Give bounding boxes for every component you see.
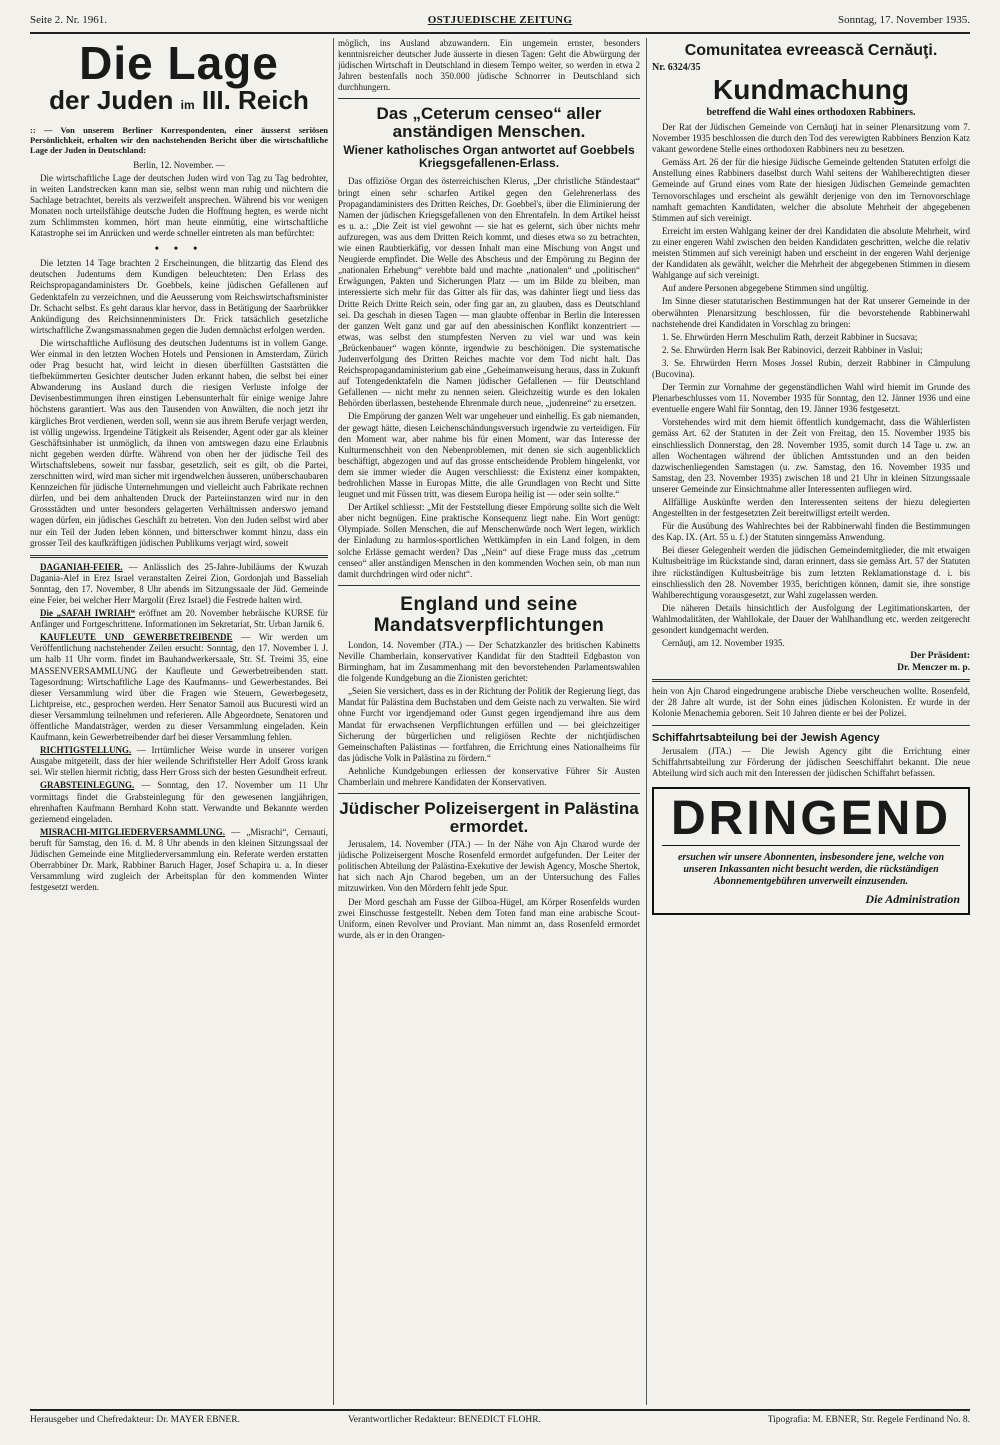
paragraph: möglich, ins Ausland abzuwandern. Ein ungemein ernster, besonders kenntnisreicher deutscher Jude äusserte in diesen Tagen: Geht die Abwürgung der jüdischen Wirtschaft in Deutschland in diesem Tempo weiter, so werden in etwa 2 Jahren bestenfalls noch 350.000 jüdische Schnorrer in Deutschland sich durchhungern.	[338, 38, 640, 93]
paragraph: Das offiziöse Organ des österreichischen Klerus, „Der christliche Ständestaat“ bringt einen sehr scharfen Artikel gegen den Gelehrenerlass des Propagandaministers des Dritten Reiches, Dr. Goebbel's, über die Eliminierung der Namen der jüdischen Kriegsgefallenen von den Ehrentafeln. In dem Artikel heisst es u. a.: „Die Zeit ist viel gewohnt — sie hat es gelernt, sich über nichts mehr aufzuregen, was aus dem Dritten Reich kommt, und dieses etwa so zu betrachten, wie einen Raubtierkäfig, vor dessen Inhalt man eine Mischung von Angst und Neugierde empfindet. Die Welle des Abscheus und der Empörung zu Beginn der „nationalen Erhebung“ verebbte bald und machte „nationalen“ und „politischen“ Erwägungen, Pakten und Sicherungen Platz — um im Bilde zu bleiben, man interessierte sich mehr für das Gitter als für das, was dahinter liegt und liess das Dritte Reich Dritte Reich sein, oder fing gar an, zu glauben, dass es Deutschland sei. Da geschah in diesen Tagen — man glaubte offenbar in Berlin die Interessen der ganzen Welt ganz und gar auf den abessinischen Konflikt konzentriert — etwas, was selbst den stumpfesten Nerven zu viel war und was kein „Brückenbauer“ wagen könnte, irgendwie zu beschönigen. Die systematische Judenverfolgung des Dritten Reiches machte vor dem Tod nicht halt. Das Reichspropagandaministerium gab eine „Geheimanweisung heraus, dass in Zukunft auf Totengedenktafeln die Namen jüdischer Gefallenen — für Deutschland Gefallenen — nicht mehr zu nennen seien. Gleichzeitig wurde es den lokalen Behörden überlassen, bestehende Ehrenmale durch neue, „judenreine“ zu ersetzen.	[338, 176, 640, 409]
paragraph: Die wirtschaftliche Auflösung des deutschen Judentums ist in vollem Gange. Wer einmal in den letzten Wochen Hotels und Pensionen in Amsterdam, Zürich oder Prag besucht hat, wird leicht in diesen überfüllten Gaststätten die tiefbekümmerten Gesichter deutscher Juden erkannt haben, die selbst bei einer Abwanderung ins Ausland durch die riesigen Verluste infolge der Devisenbestimmungen ihren einstigen Lebensunterhalt für einige wenige Jahre höchstens garantiert. Was aus den Tausenden von Anwälten, die noch jetzt ihr kärgliches Brot verdienen, werden soll, wenn sie aus ihrem Berufe verjagt werden, ist völlig ungewiss. Irgendeine Tätigkeit als Reisender, Agent oder gar als kleiner Geschäftsinhaber ist unmöglich, da ihnen von amtswegen dazu eine Erlaubnis nicht gegeben werden dürfte. Während von oben her der jüdische Teil des Wirtschaftslebens, soweit nur fassbar, gesetzlich, seit es gilt, ob die Partei, zerschnitten wird, wird man sicher mit irgendwelchen äusseren, unüberschaubaren Kennzeichen für jüdische Unternehmungen und vielleicht auch Fabrikate rechnen dürfen, und bei dem anhaltenden Druck der Parteiinstanzen wird nur in den Grossstädten und unter besonders gelagerten Verhältnissen anderswo jemand wagen dürfen, ein jüdisches Geschäft zu betreten. Von den Juden selbst wird aber nur ein Teil der Juden leben können, und bitterschwer kommt hinzu, dass ein grosser Teil des kaufkräftigen jüdischen Publikums verjagt wird, soweit	[30, 337, 328, 548]
headline-part: im	[180, 98, 195, 112]
divider	[30, 555, 328, 558]
ad-title: DRINGEND	[662, 793, 960, 846]
signature-title: Der Präsident:	[910, 651, 970, 662]
column-2	[338, 38, 640, 1405]
notice-text: eröffnet am 20. November hebräische KURSE für Anfänger und Fortgeschrittene. Informationen im Sekretariat, Str. Urban Jarnik 6.	[30, 608, 328, 630]
column-rule	[646, 38, 647, 1405]
paragraph: Der Termin zur Vornahme der gegenständlichen Wahl wird hiemit im Grunde des Plenarbeschlusses vom 11. November 1935 für Sonntag, den 12. Jänner 1936 und eine eventuelle engere Wahl für Sonntag, den 19. Jänner 1936 festgesetzt.	[652, 382, 970, 415]
paragraph: Allfällige Auskünfte werden den Interessenten seitens der hiezu delegierten Angestellten in der festgesetzten Zeit bereitwilligst erteilt werden.	[652, 497, 970, 519]
page-header	[30, 12, 970, 34]
paragraph: Erreicht im ersten Wahlgang keiner der drei Kandidaten die absolute Mehrheit, wird zu einer engeren Wahl zwischen den beiden Kandidaten geschritten, welche die relativ meisten Stimmen auf sich vereinigt haben und erscheint in der engeren Wahl derjenige der Kandidaten als gewählt, welcher die Mehrheit der abgegebenen Stimmen in diesem Wahlgange auf sich vereinigt.	[652, 225, 970, 281]
notice-head: Die „SAFAH IWRIAH“	[40, 608, 136, 619]
notice-text: — Irrtümlicher Weise wurde in unserer vorigen Ausgabe mitgeteilt, dass der hier weilende Schriftsteller Herr Adolf Gross krank sei. Wir stellen hiermit richtig, dass Herr Gross sich der besten Gesundheit erfreut.	[30, 745, 328, 778]
notice-text: — Wir werden um Veröffentlichung nachstehender Zeilen ersucht: Sonntag, den 17. November l. J. um halb 11 Uhr vorm. findet im Bauhandwerkersaale, Str. Sf. Treimi 35, eine MASSENVERSAMMLUNG der Kaufleute und Gewerbetreibenden statt. Tagesordnung: Wirtschaftliche Lage des Kaufmanns- und Gewerbestandes. Bei dieser Versammlung wird über die Fragen wie Steuern, Gewerbegesetz, Lichtpreise, etc., gesprochen werden. Herr Senator Samoil aus Bucuresti wird an dieser Versammlung teilnehmen und referieren. Alle Abgeordnete, Senatoren und öffentliche Mandatsträger, werden zu dieser Versammlung eingeladen. Kein Kaufmann, kein Gewerbetreibender darf bei dieser Versammlung fehlen.	[30, 632, 328, 743]
headline-ceterum-censeo: Das „Ceterum censeo“ aller anständigen Menschen.	[376, 104, 602, 142]
publisher: Herausgeber und Chefredakteur: Dr. MAYER EBNER.	[30, 1415, 240, 1425]
advertisement-box	[652, 787, 970, 915]
divider	[652, 679, 970, 682]
column-rule	[333, 38, 334, 1405]
paragraph: London, 14. November (JTA.) — Der Schatzkanzler des britischen Kabinetts Neville Chamberlain, konservativer Kandidat für den Stadtteil Edgbaston von Birmingham, hat im Zusammenhang mit den bevorstehenden Parlamentswahlen die folgende Kundgebung an die Zionisten gerichtet:	[338, 639, 640, 684]
page-number: Seite 2. Nr. 1961.	[30, 14, 107, 26]
notice-head: DAGANIAH-FEIER.	[40, 561, 123, 572]
paragraph: „Seien Sie versichert, dass es in der Richtung der Politik der Regierung liegt, das Mandat für Palästina dem Buchstaben und dem Geiste nach zu verwalten. Sie wird ohne Furcht vor irgendjemand oder Gunst gegen irgendjemand ihre aus dem Mandat für erwachsenen Verpflichtungen erfüllen und — bei gleichzeitiger Sicherung der bürgerlichen und religiösen Rechte der nichtjüdischen Gemeinschaften Palästinas — fortfahren, die Errichtung eines Nationalheims für das jüdische Volk in Palästina zu fördern.“	[338, 686, 640, 763]
notice-text: — „Misrachi“, Cernauti, beruft für Samstag, den 16. d. M. 8 Uhr abends in den kleinen Sitzungssaal der Jüdischen Gemeinde eine Mitgliederversammlung ein. Referate werden erstatten Oberrabbiner Dr. Mark, Rabbiner Baruch Hager, Josef Schapira u. a. In dieser Versammlung wird zugleich der Arbeitsplan für den kommenden Winter festgesetzt werden.	[30, 826, 328, 893]
ad-signature: Die Administration	[865, 891, 960, 906]
notice-text: — Anlässlich des 25-Jahre-Jubiläums der Kwuzah Dagania-Alef in Erez Israel veranstalten Zeirei Zion, Gordonjah und Basseliah Sonntag, den 17. November, 8 Uhr abends im Sitzungssaale der Jüd. Gemeinde eine Feier, bei welcher Herr Margolit (Erez Israel) die Festrede halten wird.	[30, 561, 328, 605]
paragraph: Aehnliche Kundgebungen erliessen der konservative Führer Sir Austen Chamberlain und mehrere Kandidaten der Konservativen.	[338, 765, 640, 787]
article-lead: :: — Von unserem Berliner Korrespondenten, einer äusserst seriösen Persönlichkeit, erhalten wir den nachstehenden Bericht über die wirtschaftliche Lage der Juden in Deutschland:	[30, 125, 328, 156]
editor: Verantwortlicher Redakteur: BENEDICT FLOHR.	[348, 1415, 541, 1425]
kundmachung-heading: Kundmachung	[713, 74, 909, 105]
place-date: Cernăuţi, am 12. November 1935.	[662, 638, 785, 649]
headline-die-lage: Die Lage	[79, 38, 279, 89]
kundmachung-subheading: betreffend die Wahl eines orthodoxen Rabbiners.	[706, 107, 916, 118]
paragraph: Die Empörung der ganzen Welt war ungeheuer und einhellig. Es gab niemanden, der gewagt hätte, diesen Leichenschändungsversuch irgendwie zu verteidigen. Für den Moment war, aber nahme bis für einen Moment, war das Interesse der Kulturmenschheit von den Nebenproblemen, mit denen sie sich augenblicklich beschäftigt, abgezogen und auf das grosse entscheidende Problem hingelenkt, vor dem sie immer wieder die Augen verschliesst: die Existenz einer kompakten, bedrohlichen Masse in Europas Mitte, die alle Grundlagen von Recht und Sitte leugnet und mit Füssen tritt, was diesem Europa heilig ist — oder sein sollte.“	[338, 411, 640, 500]
notice-dagania	[30, 562, 328, 606]
masthead: OSTJUEDISCHE ZEITUNG	[427, 14, 573, 26]
headline-part: III. Reich	[201, 85, 309, 115]
divider	[338, 793, 640, 794]
community-title: Comunitatea evreească Cernăuţi.	[684, 42, 938, 59]
section-dots: • • •	[154, 241, 204, 256]
subheadline: Wiener katholisches Organ antwortet auf Goebbels Kriegsgefallenen-Erlass.	[343, 143, 635, 171]
notice-head: KAUFLEUTE UND GEWERBETREIBENDE	[40, 632, 233, 643]
candidate-1: 1. Se. Ehrwürden Herrn Meschulim Rath, derzeit Rabbiner in Sucsava;	[662, 331, 918, 342]
notice-richtigstellung	[30, 745, 328, 778]
column-3	[652, 38, 970, 1405]
divider	[652, 725, 970, 726]
notice-head: GRABSTEINLEGUNG.	[40, 780, 135, 791]
paragraph: Der Artikel schliesst: „Mit der Feststellung dieser Empörung sollte sich die Welt aber nicht begnügen. Eine praktische Konsequenz liegt nahe. Ein Wort genügt: Olympiade. Sollen Menschen, die auf Menschenwürde noch Wert legen, wirklich der Einladung zu harmlos-sportlichen Wettkämpfen in ein Land folgen, in dem solche Erlässe gemacht werden? Das „Nein“ auf diese Frage muss das „cetrum censeo“ aller anständigen Menschen in den kommenden Wochen sein, ob man nun damit durchdringen wird oder nicht“.	[338, 502, 640, 579]
schiffahrt-heading: Schiffahrtsabteilung bei der Jewish Agency	[652, 731, 880, 744]
headline-england: England und seine Mandatsverpflichtungen	[373, 593, 605, 636]
paragraph: Vorstehendes wird mit dem hiemit öffentlich kundgemacht, dass die Wählerlisten gemäss Art. 62 der Statuten in der Zeit von Freitag, den 15. November 1935 bis einschliesslich Donnerstag, den 28. November 1935, somit durch 14 Tage u. zw. an allen Wochentagen während der üblichen Amtsstunden und an den beiden dazwischenliegenden Samstagen (u. zw. Samstag, den 16. November 1935 und Samstag, den 23. November 1935) zwischen 18 und 21 Uhr in kleinen Sitzungssaale unserer Gemeinde zur Einsichtnahme aller Interessenten aufliegen wird.	[652, 417, 970, 494]
paragraph: Gemäss Art. 26 der für die hiesige Jüdische Gemeinde geltenden Statuten erfolgt die Anstellung eines Rabbiners daselbst durch Wahl seitens der Wahlberechtigten dieser Gemeinde auf Grund eines vom Rate der hiesigen Jüdischen Gemeinde gemachten Ternovorschlages und erscheint als gewählt derjenige von den im Ternovorschlage namhaft gemachten Kandidaten, welcher die absolute Mehrheit der abgegebenen Stimmen auf sich vereinigt.	[652, 157, 970, 223]
paragraph: Die wirtschaftliche Lage der deutschen Juden wird von Tag zu Tag bedrohter, in weiten Landstrecken kann man sie, selbst wenn man ruhig und nüchtern die Sachlage betrachtet, bereits als verzweifelt ansprechen. Während bis vor wenigen Monaten noch urteilsfähige deutsche Juden die Hoffnung hegten, es werde nicht zum Schlimmsten kommen, hört man heute einmütig, eine wirtschaftliche Katastrophe sei im Anrücken und werde schneller eintreten als man befürchtet:	[30, 172, 328, 239]
notice-head: RICHTIGSTELLUNG.	[40, 745, 132, 756]
paragraph: Die näheren Details hinsichtlich der Ausfolgung der Legitimationskarten, der Wahlmodalitäten, der Wahllokale, der Dauer der Wahlhandlung etc. werden zeitgerecht gesondert kundgemacht werden.	[652, 602, 970, 636]
paragraph: Für die Ausübung des Wahlrechtes bei der Rabbinerwahl finden die Bestimmungen des Kap. IX. (Art. 55 u. f.) der Statuten sinngemäss Anwendung.	[652, 521, 970, 543]
paragraph: Im Sinne dieser statutarischen Bestimmungen hat der Rat unserer Gemeinde in der oberwähnten Plenarsitzung beschlossen, für die bevorstehende Rabbinerwahl nachstehende drei Kandidaten in Vorschlag zu bringen:	[652, 296, 970, 329]
notice-safah	[30, 608, 328, 630]
signature-name: Dr. Menczer m. p.	[897, 663, 970, 674]
notice-grabstein	[30, 780, 328, 824]
paragraph: Jerusalem, 14. November (JTA.) — In der Nähe von Ajn Charod wurde der jüdische Polizeisergent Mosche Rosenfeld ermordet aufgefunden. Der Leiter der politischen Abteilung der Palästina-Exekutive der Jewish Agency, Mosche Shertok, hat sich nach Ajn Charod begeben, um an der Untersuchung des Falles mitzuwirken. Von den Mördern fehlt jede Spur.	[338, 839, 640, 894]
headline-der-juden	[30, 86, 328, 119]
divider	[338, 98, 640, 99]
headline-polizeisergent: Jüdischer Polizeisergent in Palästina ermordet.	[339, 799, 639, 837]
paragraph: Jerusalem (JTA.) — Die Jewish Agency gibt die Errichtung einer Schiffahrtsabteilung zur Förderung der jüdischen Seeschiffahrt bekannt. Die neue Abteilung wird sich auch mit den Interessen der jüdischen Schiffahrt befassen.	[652, 745, 970, 778]
paragraph: Auf andere Personen abgegebene Stimmen sind ungültig.	[662, 283, 869, 294]
paragraph: Die letzten 14 Tage brachten 2 Erscheinungen, die blitzartig das Elend des deutschen Judentums dem Kundigen beleuchteten: Den Erlass des Reichspropagandaministers Dr. Goebbels, keine jüdischen Gefallenen auf Gedenktafeln zu verzeichnen, und die Aeusserung vom Reichswirtschaftsminister Dr. Schacht selbst. Es geht daraus klar hervor, dass in Betätigung der Saarbrükker Ankündigung des Reichsinnenministers Dr. Frick tatsächlich gesetzliche wirtschaftliche Zwangsmassnahmen gegen die Juden demnächst erfolgen werden.	[30, 258, 328, 335]
dateline: Berlin, 12. November. —	[133, 159, 225, 170]
paragraph: Bei dieser Gelegenheit werden die jüdischen Gemeindemitglieder, die mit etwaigen Kultusbeiträge im Rückstande sind, daran erinnert, dass sie gemäss Art. 57 der Statuten ihre rückständigen Kultusbeiträge bis zum letzten Reklamationstage d. i. bis einschliesslich den 28. November 1935, berichtigen können, damit sie, ihre sonstige Wahlberechtigung vorausgesetzt, zur Wahl zugelassen werden.	[652, 545, 970, 600]
paragraph: Der Rat der Jüdischen Gemeinde von Cernăuţi hat in seiner Plenarsitzung vom 7. November 1935 beschlossen die durch den Tod des verewigten Rabbiners Benzion Katz vakant gewordene Stelle eines orthodoxen Rabbiners neu zu besetzen.	[652, 122, 970, 155]
notice-misrachi	[30, 827, 328, 894]
notice-text: — Sonntag, den 17. November um 11 Uhr vormittags findet die Grabsteinlegung für den gewesenen langjährigen, ehrenhaften Kaufmann Bernhard Kohn statt. Verwandte und Bekannte werden geziemend eingeladen.	[30, 780, 328, 824]
paragraph: Der Mord geschah am Fusse der Gilboa-Hügel, am Körper Rosenfelds wurden zwei Einschusse festgestellt. Neben dem Toten fand man eine arabische Scout-Uniform, einen Revolver und Proviant. Man nimmt an, dass Rosenfeld ermordet wurde, als er in den Orangen-	[338, 896, 640, 940]
column-1	[30, 38, 328, 1405]
paragraph: hein von Ajn Charod eingedrungene arabische Diebe verscheuchen wollte. Rosenfeld, der 28 Jahre alt wurde, ist der Sohn eines jüdischen Kolonisten. Er wurde in der Kolonie Menachemia geboren. Seit 10 Jahren diente er bei der Polizei.	[652, 686, 970, 719]
candidate-2: 2. Se. Ehrwürden Herrn Isak Ber Rabinovici, derzeit Rabbiner in Vaslui;	[662, 344, 923, 355]
printer: Tipografia: M. EBNER, Str. Regele Ferdinand No. 8.	[767, 1415, 970, 1425]
notice-kaufleute	[30, 632, 328, 743]
page-footer	[30, 1409, 970, 1431]
headline-part: der Juden	[49, 85, 174, 115]
divider	[338, 585, 640, 586]
document-number: Nr. 6324/35	[652, 62, 701, 73]
notice-head: MISRACHI-MITGLIEDERVERSAMMLUNG.	[40, 826, 225, 837]
ad-text: ersuchen wir unsere Abonnenten, insbesondere jene, welche von unseren Inkassanten nicht besucht werden, die rückständigen Abonnementgebühren unverweilt einzusenden.	[677, 851, 945, 887]
candidate-3: 3. Se. Ehrwürden Herrn Moses Jossel Rubin, derzeit Rabbiner in Câmpulung (Bucovina).	[652, 357, 970, 379]
issue-date: Sonntag, 17. November 1935.	[838, 14, 970, 26]
